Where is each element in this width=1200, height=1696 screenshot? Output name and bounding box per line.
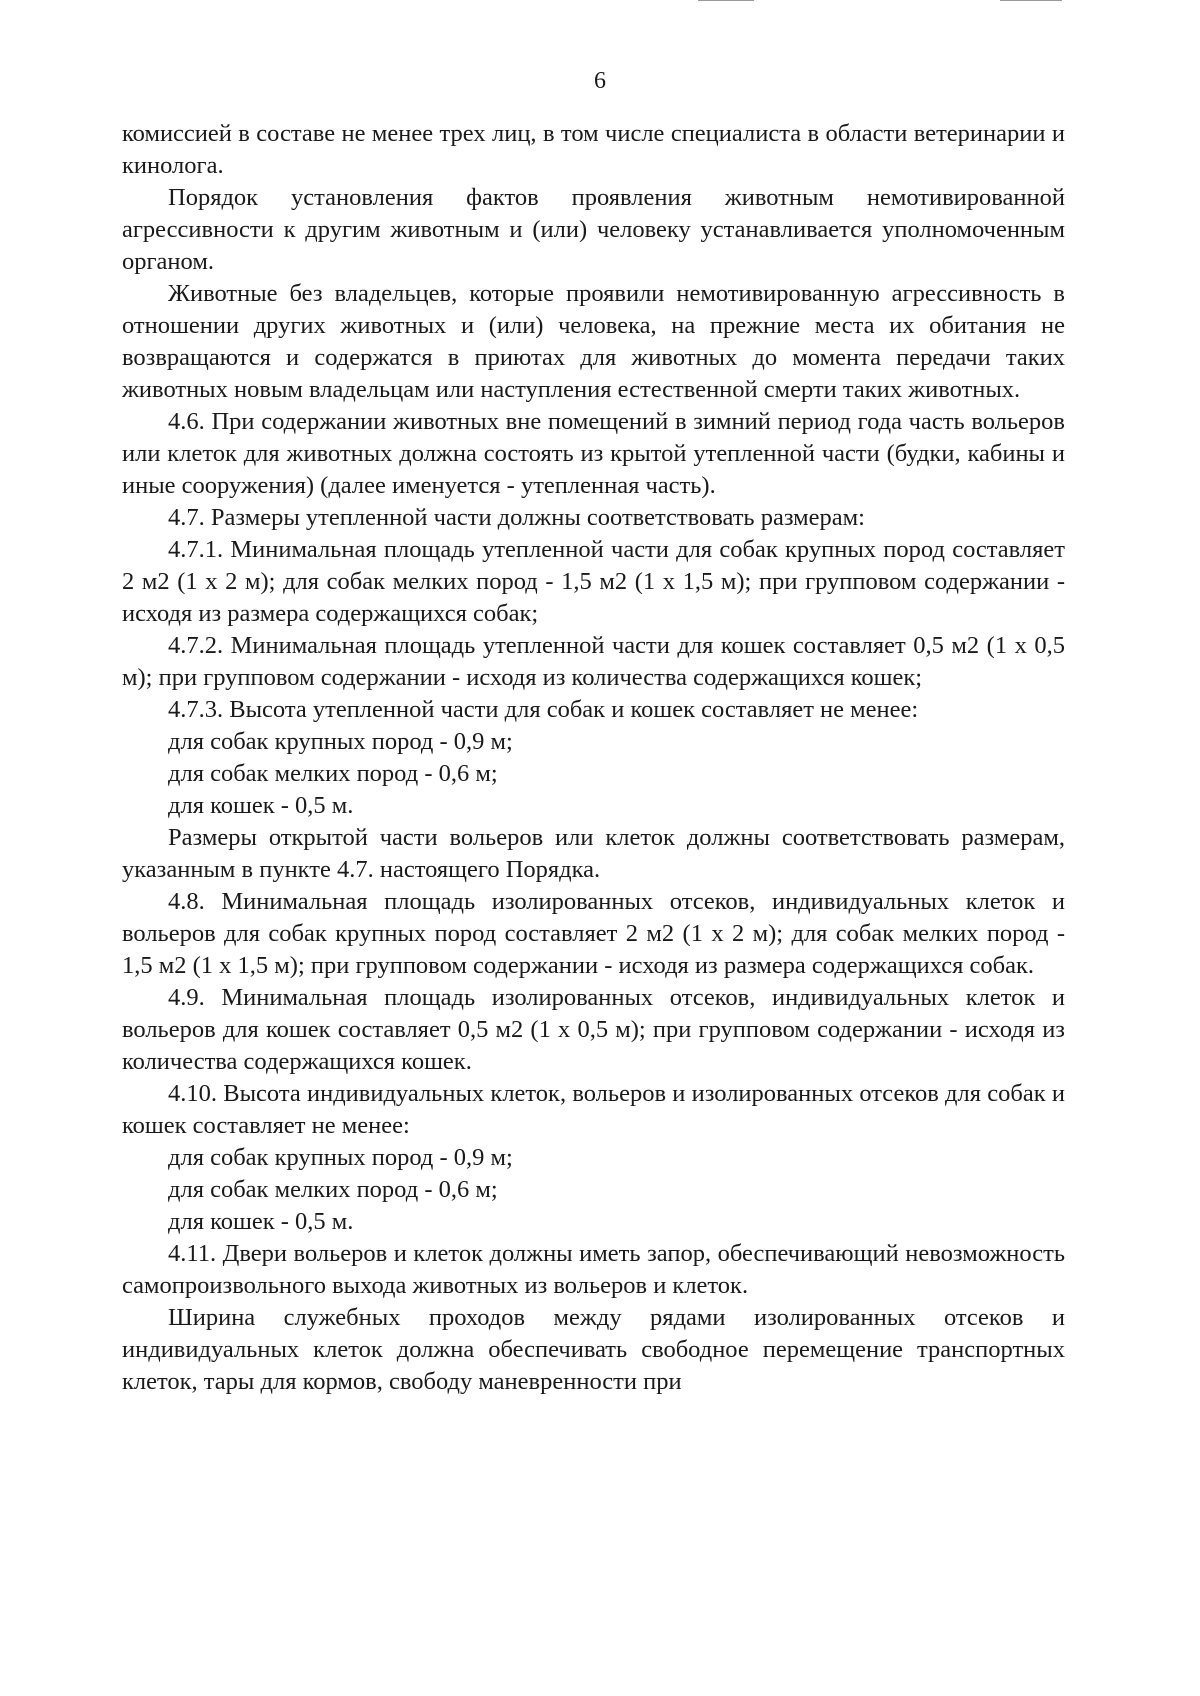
paragraph: 4.10. Высота индивидуальных клеток, вольеров и изолированных отсеков для собак и кошек составляет не менее: — [122, 1080, 1065, 1139]
paragraph: 4.9. Минимальная площадь изолированных отсеков, индивидуальных клеток и вольеров для кошек составляет 0,5 м2 (1 х 0,5 м); при групповом содержании - исходя из количества содержащихся кошек. — [122, 984, 1065, 1075]
document-body — [122, 118, 1065, 1398]
list-item: для кошек - 0,5 м. — [168, 792, 354, 819]
page-number: 6 — [594, 68, 606, 94]
list-item: для собак мелких пород - 0,6 м; — [168, 760, 498, 787]
paragraph: 4.6. При содержании животных вне помещений в зимний период года часть вольеров или клеток для животных должна состоять из крытой утепленной части (будки, кабины и иные сооружения) (далее именуется - утепленная часть). — [122, 408, 1065, 499]
list-item: для кошек - 0,5 м. — [168, 1208, 354, 1235]
list-item: для собак крупных пород - 0,9 м; — [168, 728, 513, 755]
scan-edge-mark — [698, 0, 754, 1]
paragraph: 4.11. Двери вольеров и клеток должны иметь запор, обеспечивающий невозможность самопроизвольного выхода животных из вольеров и клеток. — [122, 1240, 1065, 1299]
scan-edge-mark — [1000, 0, 1062, 1]
list-item: для собак мелких пород - 0,6 м; — [168, 1176, 498, 1203]
list-item: для собак крупных пород - 0,9 м; — [168, 1144, 513, 1171]
paragraph: Размеры открытой части вольеров или клеток должны соответствовать размерам, указанным в пункте 4.7. настоящего Порядка. — [122, 824, 1065, 883]
paragraph: комиссией в составе не менее трех лиц, в том числе специалиста в области ветеринарии и кинолога. — [122, 120, 1065, 179]
paragraph: Порядок установления фактов проявления животным немотивированной агрессивности к другим животным и (или) человеку устанавливается уполномоченным органом. — [122, 184, 1065, 275]
paragraph: Ширина служебных проходов между рядами изолированных отсеков и индивидуальных клеток должна обеспечивать свободное перемещение транспортных клеток, тары для кормов, свободу маневренности при — [122, 1304, 1065, 1395]
paragraph: 4.7. Размеры утепленной части должны соответствовать размерам: — [168, 504, 865, 531]
paragraph: 4.7.3. Высота утепленной части для собак и кошек составляет не менее: — [168, 696, 919, 723]
paragraph: Животные без владельцев, которые проявили немотивированную агрессивность в отношении других животных и (или) человека, на прежние места их обитания не возвращаются и содержатся в приютах для животных до момента передачи таких животных новым владельцам или наступления естественной смерти таких животных. — [122, 280, 1065, 403]
paragraph: 4.7.2. Минимальная площадь утепленной части для кошек составляет 0,5 м2 (1 х 0,5 м); при групповом содержании - исходя из количества содержащихся кошек; — [122, 632, 1065, 691]
paragraph: 4.7.1. Минимальная площадь утепленной части для собак крупных пород составляет 2 м2 (1 х 2 м); для собак мелких пород - 1,5 м2 (1 х 1,5 м); при групповом содержании - исходя из размера содержащихся собак; — [122, 536, 1065, 627]
paragraph: 4.8. Минимальная площадь изолированных отсеков, индивидуальных клеток и вольеров для собак крупных пород составляет 2 м2 (1 х 2 м); для собак мелких пород - 1,5 м2 (1 х 1,5 м); при групповом содержании - исходя из размера содержащихся собак. — [122, 888, 1065, 979]
